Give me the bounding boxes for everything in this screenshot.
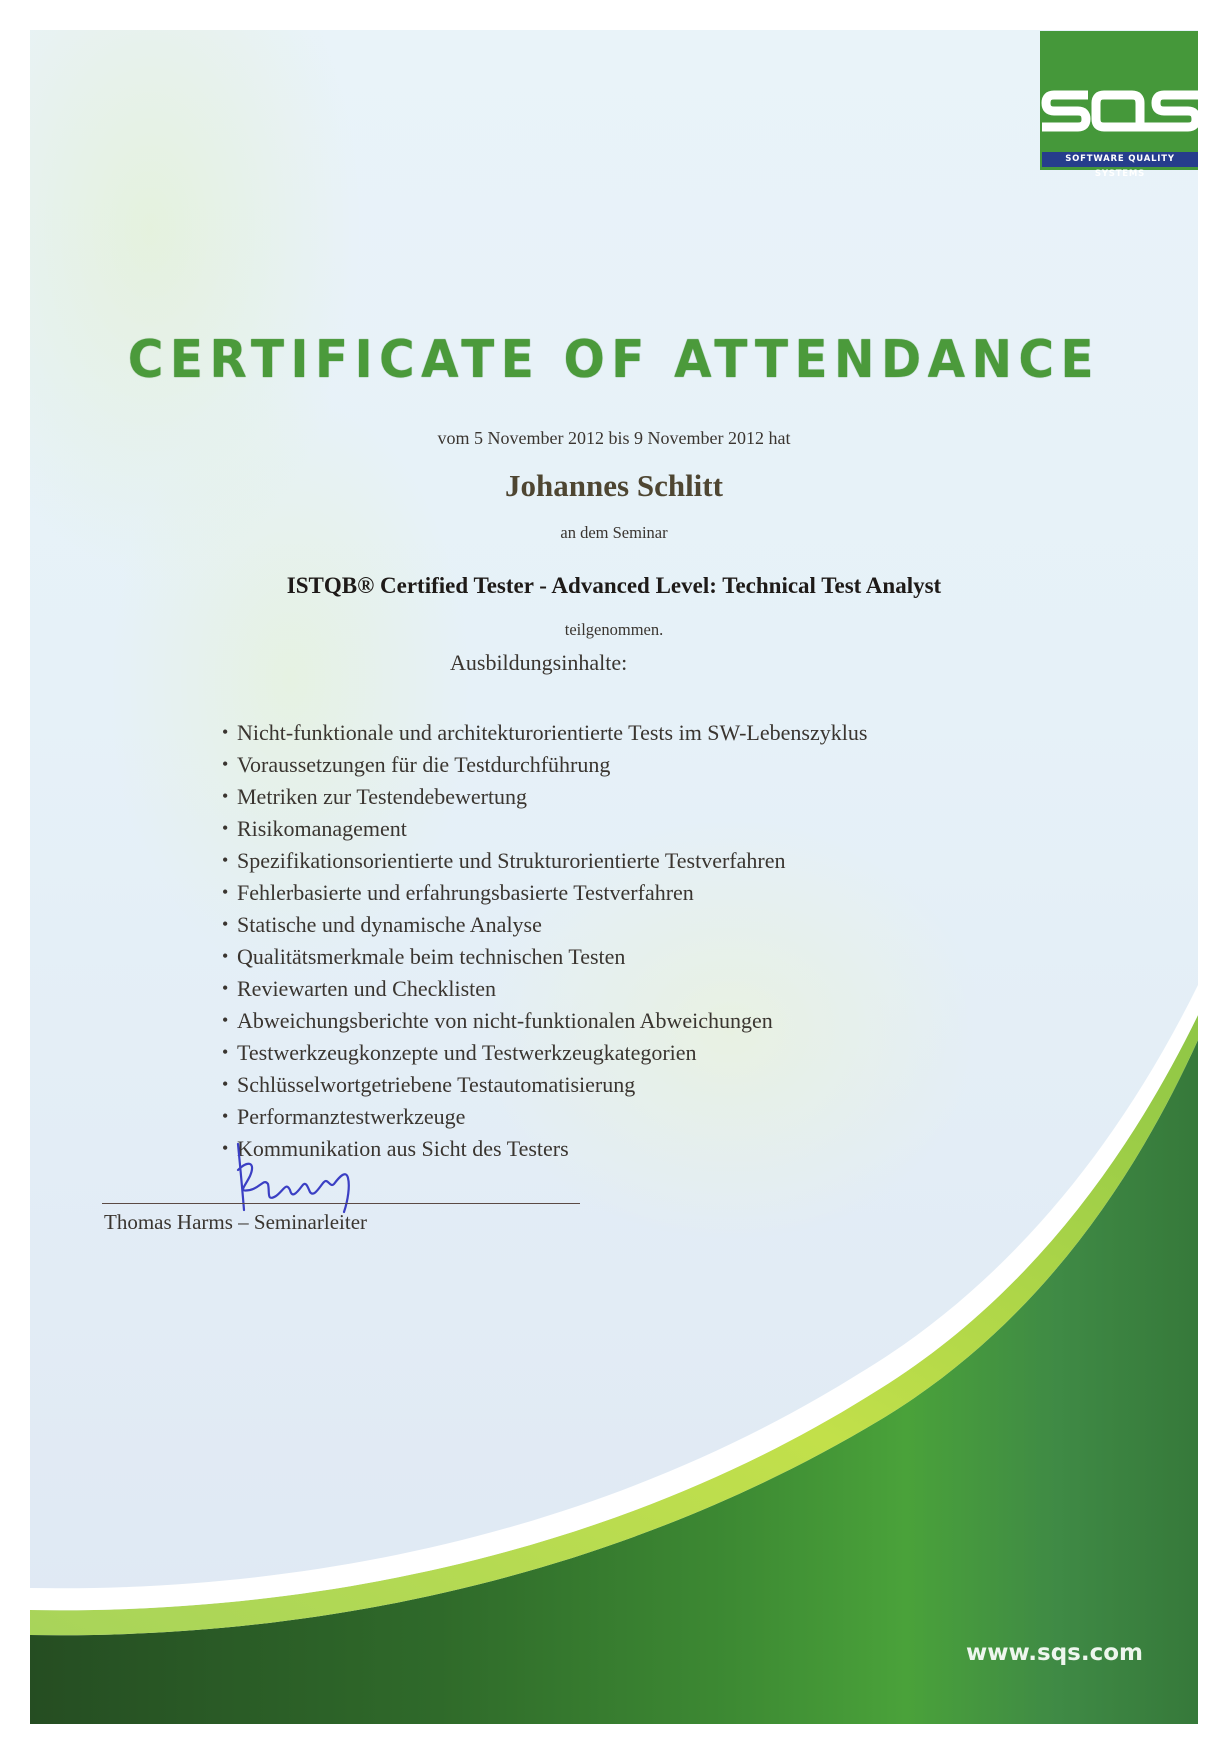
- seminar-title: ISTQB® Certified Tester - Advanced Level: Technical Test Analyst: [286, 573, 942, 598]
- bullet-icon: •: [222, 722, 229, 742]
- participant-name: Johannes Schlitt: [505, 468, 723, 503]
- sqs-logo: [1040, 31, 1198, 179]
- sqs-wordmark-icon: [1040, 83, 1198, 145]
- participated-text: teilgenommen.: [564, 620, 664, 639]
- signer-name: Thomas Harms – Seminarleiter: [104, 1210, 368, 1234]
- bullet-icon: •: [222, 754, 229, 774]
- bullet-icon: •: [222, 786, 229, 806]
- bullet-icon: •: [222, 1042, 229, 1062]
- bullet-icon: •: [222, 818, 229, 838]
- logo-tagline: SOFTWARE QUALITY SYSTEMS: [1042, 152, 1198, 167]
- bullet-icon: •: [222, 1074, 229, 1094]
- bullet-icon: •: [222, 850, 229, 870]
- seminar-preposition: an dem Seminar: [560, 523, 668, 542]
- attendance-dates: vom 5 November 2012 bis 9 November 2012 hat: [437, 428, 791, 448]
- bullet-icon: •: [222, 882, 229, 902]
- bullet-icon: •: [222, 946, 229, 966]
- certificate-page: SOFTWARE QUALITY SYSTEMS CERTIFICATE OF ATTENDANCE vom 5 November 2012 bis 9 November 2012 hat Johannes Schlitt an dem Seminar ISTQB® Certified Tester - Advanced Level: Technical Test Analyst teilgenommen. Ausbildungsinhalte: • Nicht-funktionale und architekturorientierte Tests im SW-Lebenszyklus • Voraussetzungen für die Testdurchführung • Metriken zur Testendebewertung • Risikomanagement • Spezifikationsorientierte und Strukturorientierte Testverfahren • Fehlerbasierte und erfahrungsbasierte Testverfahren • Statische und dynamische Analyse • Qualitätsmerkmale beim technischen Testen • Reviewarten und Checklisten • Abweichungsberichte von nicht-funktionalen Abweichungen • Testwerkzeugkonzepte und Testwerkzeugkategorien • Schlüsselwortgetriebene Testautomatisierung • Performanztestwerkzeuge • Kommunikation aus Sicht des Testers Thomas Harms – Seminarleiter www.sqs.com: [30, 30, 1198, 1724]
- decorative-green-swoosh: [30, 30, 1198, 1724]
- bullet-icon: •: [222, 1010, 229, 1030]
- signature-line: [102, 1203, 580, 1204]
- bullet-icon: •: [222, 1138, 229, 1158]
- signature-icon: [220, 1140, 380, 1220]
- bullet-icon: •: [222, 914, 229, 934]
- certificate-title: CERTIFICATE OF ATTENDANCE: [127, 330, 1101, 390]
- contents-heading: Ausbildungsinhalte:: [450, 650, 628, 675]
- bullet-icon: •: [222, 1106, 229, 1126]
- bullet-icon: •: [222, 978, 229, 998]
- website-url: www.sqs.com: [966, 1640, 1143, 1666]
